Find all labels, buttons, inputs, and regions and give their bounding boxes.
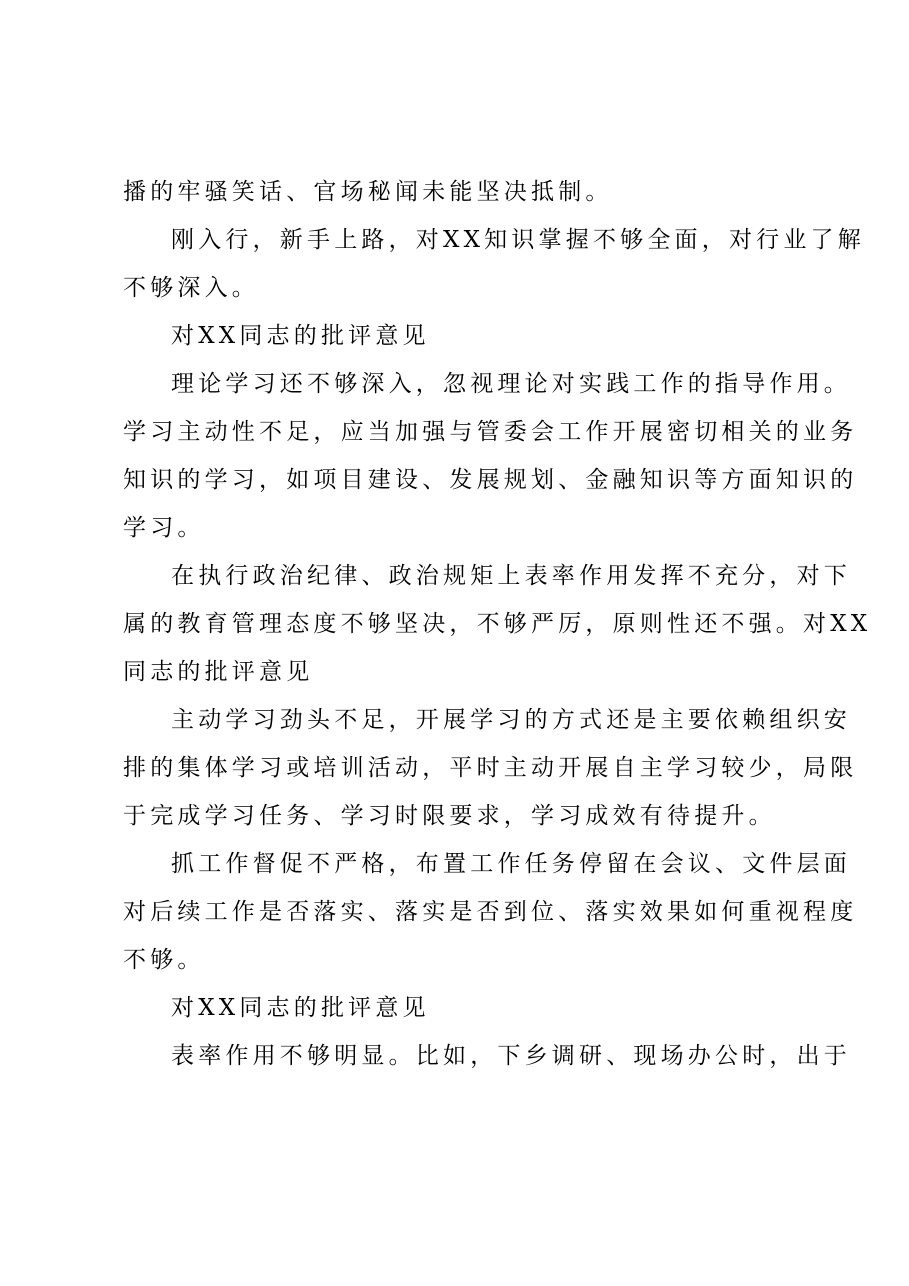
text-line: 于完成学习任务、学习时限要求，学习成效有待提升。	[123, 803, 776, 829]
text-line: 知识的学习，如项目建设、发展规划、金融知识等方面知识的	[123, 467, 858, 493]
text-line: 学习。	[123, 515, 205, 541]
text-line: 播的牢骚笑话、官场秘闻未能坚决抵制。	[123, 179, 613, 205]
document-body	[123, 168, 872, 1080]
text-line: 刚入行，新手上路，对XX知识掌握不够全面，对行业了解	[171, 227, 865, 253]
text-line: 理论学习还不够深入，忽视理论对实践工作的指导作用。	[171, 371, 851, 397]
text-line: 属的教育管理态度不够坚决，不够严厉，原则性还不强。对XX	[123, 611, 872, 637]
text-line: 对后续工作是否落实、落实是否到位、落实效果如何重视程度	[123, 899, 858, 925]
text-line: 不够深入。	[123, 275, 259, 301]
section-heading: 对XX同志的批评意见	[171, 323, 430, 349]
text-line: 表率作用不够明显。比如，下乡调研、现场办公时，出于	[171, 1043, 851, 1069]
text-line: 学习主动性不足，应当加强与管委会工作开展密切相关的业务	[123, 419, 858, 445]
section-heading: 对XX同志的批评意见	[171, 995, 430, 1021]
text-line: 抓工作督促不严格，布置工作任务停留在会议、文件层面	[171, 851, 851, 877]
text-line: 主动学习劲头不足，开展学习的方式还是主要依赖组织安	[171, 707, 851, 733]
text-line: 不够。	[123, 947, 205, 973]
text-line: 排的集体学习或培训活动，平时主动开展自主学习较少，局限	[123, 755, 858, 781]
text-line: 在执行政治纪律、政治规矩上表率作用发挥不充分，对下	[171, 563, 851, 589]
text-line: 同志的批评意见	[123, 659, 314, 685]
